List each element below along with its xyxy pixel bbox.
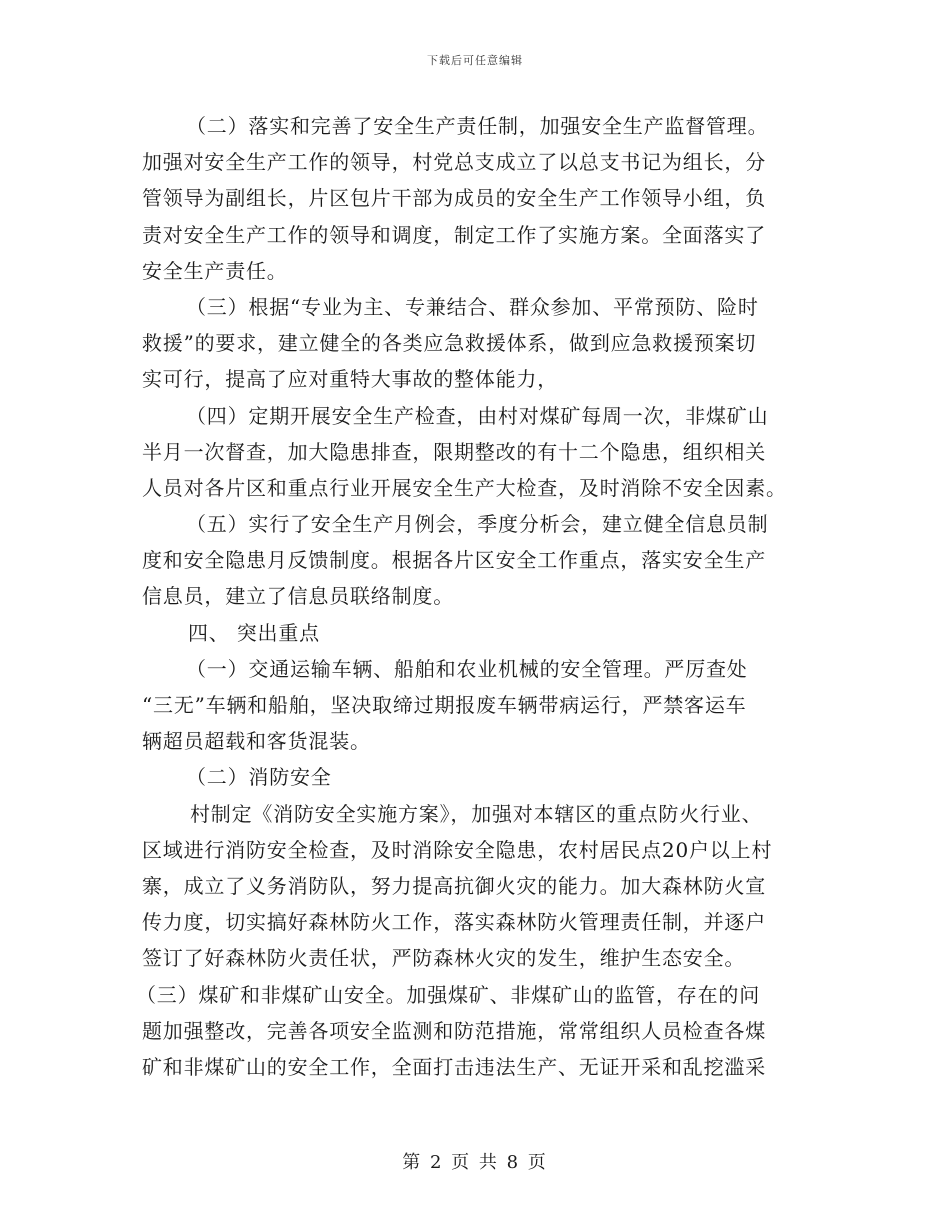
paragraph-line: （一）交通运输车辆、船舶和农业机械的安全管理。严厉查处 (186, 656, 748, 681)
page-header-note: 下载后可任意编辑 (427, 54, 523, 67)
paragraph-line: 责对安全生产工作的领导和调度，制定工作了实施方案。全面落实了 (142, 222, 766, 247)
paragraph-line: 加强对安全生产工作的领导，村党总支成立了以总支书记为组长，分 (142, 150, 766, 175)
paragraph-line: （四）定期开展安全生产检查，由村对煤矿每周一次，非煤矿山 (186, 403, 769, 428)
paragraph-line: 人员对各片区和重点行业开展安全生产大检查，及时消除不安全因素。 (142, 475, 787, 500)
paragraph-line: 度和安全隐患月反馈制度。根据各片区安全工作重点，落实安全生产 (142, 548, 766, 573)
paragraph-line: 签订了好森林防火责任状，严防森林火灾的发生，维护生态安全。 (142, 946, 746, 971)
paragraph-line: 信息员，建立了信息员联络制度。 (142, 584, 454, 609)
paragraph-line: （三）根据“专业为主、专兼结合、群众参加、平常预防、险时 (186, 294, 759, 319)
paragraph-line: 传力度，切实搞好森林防火工作，落实森林防火管理责任制，并逐户 (142, 910, 766, 935)
paragraph-line: 区域进行消防安全检查，及时消除安全隐患，农村居民点20户以上村 (142, 837, 773, 862)
paragraph-line: 安全生产责任。 (142, 258, 288, 283)
paragraph-line: 救援”的要求，建立健全的各类应急救援体系，做到应急救援预案切 (142, 331, 757, 356)
paragraph-line: 辆超员超载和客货混装。 (142, 729, 371, 754)
section-heading: 四、 突出重点 (188, 620, 320, 645)
paragraph-line: 寨，成立了义务消防队，努力提高抗御火灾的能力。加大森林防火宣 (142, 873, 766, 898)
document-body (136, 108, 802, 1085)
paragraph-line: （二）落实和完善了安全生产责任制，加强安全生产监督管理。 (186, 114, 769, 138)
paragraph-line: 题加强整改，完善各项安全监测和防范措施，常常组织人员检查各煤 (142, 1018, 766, 1043)
paragraph-line: （五）实行了安全生产月例会，季度分析会，建立健全信息员制 (186, 512, 769, 537)
paragraph-line: 村制定《消防安全实施方案》，加强对本辖区的重点防火行业、 (190, 801, 763, 826)
page-number-footer: 第 2 页 共 8 页 (402, 1152, 548, 1173)
paragraph-line: 管领导为副组长，片区包片干部为成员的安全生产工作领导小组，负 (142, 186, 766, 211)
paragraph-line: 矿和非煤矿山的安全工作，全面打击违法生产、无证开采和乱挖滥采 (142, 1054, 766, 1079)
paragraph-line: “三无”车辆和船舶，坚决取缔过期报废车辆带病运行，严禁客运车 (142, 693, 747, 717)
paragraph-line: （三）煤矿和非煤矿山安全。加强煤矿、非煤矿山的监管，存在的问 (136, 982, 760, 1007)
paragraph-line: 半月一次督查，加大隐患排查，限期整改的有十二个隐患，组织相关 (142, 439, 766, 464)
paragraph-line: 实可行，提高了应对重特大事故的整体能力， (142, 367, 558, 392)
subsection-heading: （二）消防安全 (186, 765, 332, 790)
